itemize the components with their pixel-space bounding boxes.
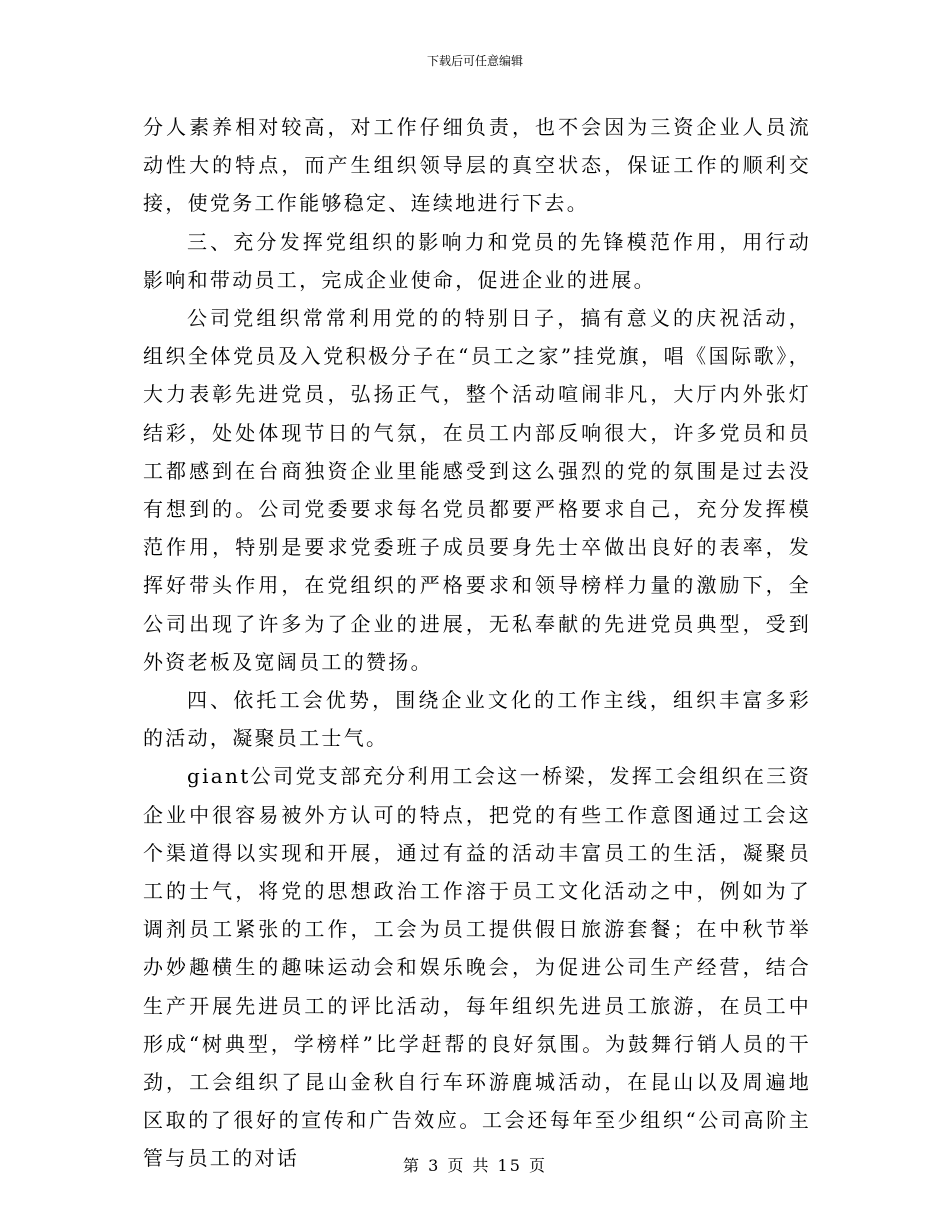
paragraph: 分人素养相对较高，对工作仔细负责，也不会因为三资企业人员流动性大的特点，而产生组织领导层的真空状态，保证工作的顺利交接，使党务工作能够稳定、连续地进行下去。 (143, 115, 811, 216)
paragraph: giant公司党支部充分利用工会这一桥梁，发挥工会组织在三资企业中很容易被外方认可的特点，把党的有些工作意图通过工会这个渠道得以实现和开展，通过有益的活动丰富员工的生活，凝聚员工的士气，将党的思想政治工作溶于员工文化活动之中，例如为了调剂员工紧张的工作，工会为员工提供假日旅游套餐；在中秋节举办妙趣横生的趣味运动会和娱乐晚会，为促进公司生产经营，结合生产开展先进员工的评比活动，每年组织先进员工旅游，在员工中形成“树典型，学榜样”比学赶帮的良好氛围。为鼓舞行销人员的干劲，工会组织了昆山金秋自行车环游鹿城活动，在昆山以及周遍地区取的了很好的宣传和广告效应。工会还每年至少组织“公司高阶主管与员工的对话 (143, 764, 811, 1171)
page-header: 下载后可任意编辑 (426, 54, 523, 68)
document-body (143, 108, 811, 1178)
paragraph-section-four-heading: 四、依托工会优势，围绕企业文化的工作主线，组织丰富多彩的活动，凝聚员工士气。 (143, 688, 811, 751)
paragraph-section-three-heading: 三、充分发挥党组织的影响力和党员的先锋模范作用，用行动影响和带动员工，完成企业使命，促进企业的进展。 (143, 229, 811, 292)
paragraph: 公司党组织常常利用党的的特别日子，搞有意义的庆祝活动，组织全体党员及入党积极分子在“员工之家”挂党旗，唱《国际歌》，大力表彰先进党员，弘扬正气，整个活动喧闹非凡，大厅内外张灯结彩，处处体现节日的气氛，在员工内部反响很大，许多党员和员工都感到在台商独资企业里能感受到这么强烈的党的氛围是过去没有想到的。公司党委要求每名党员都要严格要求自己，充分发挥模范作用，特别是要求党委班子成员要身先士卒做出良好的表率，发挥好带头作用，在党组织的严格要求和领导榜样力量的激励下，全公司出现了许多为了企业的进展，无私奉献的先进党员典型，受到外资老板及宽阔员工的赞扬。 (143, 306, 811, 674)
page-footer: 第 3 页 共 15 页 (403, 1156, 547, 1175)
